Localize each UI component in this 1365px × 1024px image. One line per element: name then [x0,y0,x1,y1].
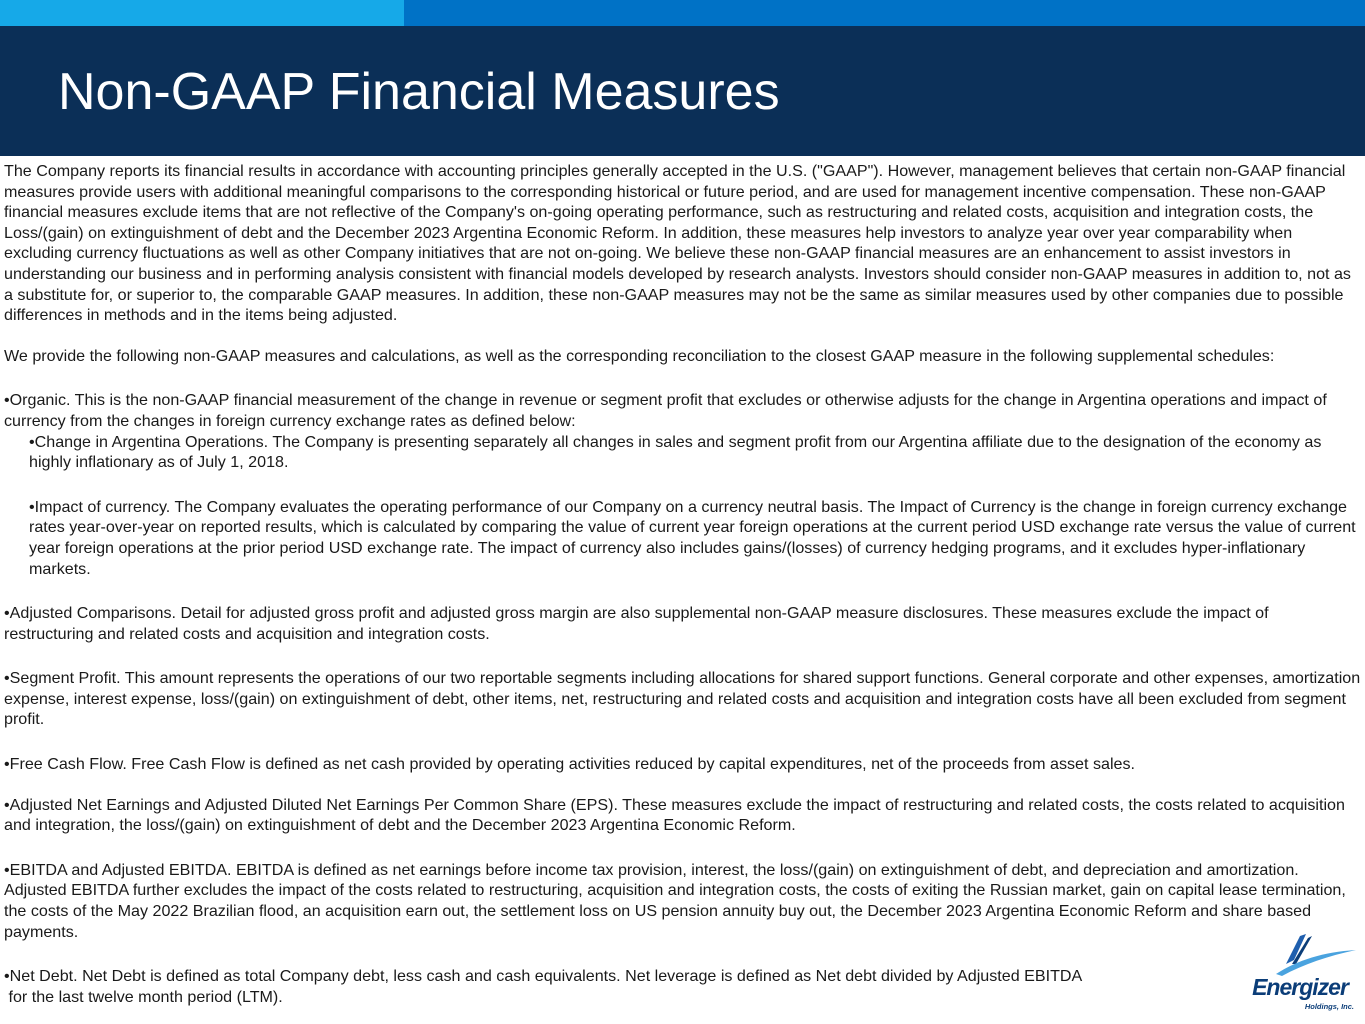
intro-paragraph: The Company reports its financial results in accordance with accounting principles generally accepted in the U.S. ("GAAP"). However, management believes that certain non-GAAP financial measures provide users with additional meaningful comparisons to the corresponding historical or future period, and are used for management incentive compensation. These non-GAAP financial measures exclude items that are not reflective of the Company's on-going operating performance, such as restructuring and related costs, acquisition and integration costs, the Loss/(gain) on extinguishment of debt and the December 2023 Argentina Economic Reform. In addition, these measures help investors to analyze year over year comparability when excluding currency fluctuations as well as other Company initiatives that are not on-going. We believe these non-GAAP financial measures are an enhancement to assist investors in understanding our business and in performing analysis consistent with financial models developed by research analysts. Investors should consider non-GAAP measures in addition to, not as a substitute for, or superior to, the comparable GAAP measures. In addition, these non-GAAP measures may not be the same as similar measures used by other companies due to possible differences in methods and in the items being adjusted. [4,162,1351,325]
ebitda-bullet: •EBITDA and Adjusted EBITDA. EBITDA is defined as net earnings before income tax provision, interest, the loss/(gain) on extinguishment of debt, and depreciation and amortization. Adjusted EBITDA further excludes the impact of the costs related to restructuring, acquisition and integration costs, the costs of exiting the Russian market, gain on capital lease termination, the costs of the May 2022 Brazilian flood, an acquisition earn out, the settlement loss on US pension annuity buy out, the December 2023 Argentina Economic Reform and share based payments. [4,860,1346,941]
logo-swoosh-icon [1268,930,1358,976]
segment-profit-bullet: •Segment Profit. This amount represents the operations of our two reportable segments including allocations for shared support functions. General corporate and other expenses, amortization expense, interest expense, loss/(gain) on extinguishment of debt, other items, net, restructuring and related costs and acquisition and integration costs have all been excluded from segment profit. [4,669,1361,729]
organic-bullet: •Organic. This is the non-GAAP financial measurement of the change in revenue or segment profit that excludes or otherwise adjusts for the change in Argentina operations and impact of currency from the changes in foreign currency exchange rates as defined below: [4,391,1327,430]
page-title: Non-GAAP Financial Measures [58,63,780,121]
free-cash-flow-bullet: •Free Cash Flow. Free Cash Flow is defined as net cash provided by operating activities reduced by capital expenditures, net of the proceeds from asset sales. [4,755,1135,774]
provide-paragraph: We provide the following non-GAAP measures and calculations, as well as the corresponding reconciliation to the closest GAAP measure in the following supplemental schedules: [4,346,1275,365]
logo-wordmark: Energizer [1252,974,1348,1000]
slide-body [4,161,1361,1007]
energizer-logo [1244,930,1360,1016]
net-debt-line-2: for the last twelve month period (LTM). [4,987,283,1006]
net-debt-bullet [4,966,1361,1007]
adjusted-eps-bullet: •Adjusted Net Earnings and Adjusted Diluted Net Earnings Per Common Share (EPS). These measures exclude the impact of restructuring and related costs, the costs related to acquisition and integration, the loss/(gain) on extinguishment of debt and the December 2023 Argentina Economic Reform. [4,795,1345,835]
net-debt-line-1: •Net Debt. Net Debt is defined as total Company debt, less cash and cash equivalents. Net leverage is defined as Net debt divided by Adjusted EBITDA [4,967,1083,986]
currency-sub-bullet: •Impact of currency. The Company evaluates the operating performance of our Company on a currency neutral basis. The Impact of Currency is the change in foreign currency exchange rates year-over-year on reported results, which is calculated by comparing the value of current year foreign operations at the current period USD exchange rate versus the value of current year foreign operations at the prior period USD exchange rate. The impact of currency also includes gains/(losses) of currency hedging programs, and it excludes hyper-inflationary markets. [29,497,1356,578]
logo-subtitle: Holdings, Inc. [1304,1002,1354,1011]
title-banner [0,26,1365,156]
adjusted-comparisons-bullet: •Adjusted Comparisons. Detail for adjusted gross profit and adjusted gross margin are also supplemental non-GAAP measure disclosures. These measures exclude the impact of restructuring and related costs and acquisition and integration costs. [4,604,1269,643]
top-accent-bar [0,0,1365,26]
top-accent-bar-light [0,0,404,26]
argentina-sub-bullet: •Change in Argentina Operations. The Company is presenting separately all changes in sales and segment profit from our Argentina affiliate due to the designation of the economy as highly inflationary as of July 1, 2018. [29,432,1322,472]
